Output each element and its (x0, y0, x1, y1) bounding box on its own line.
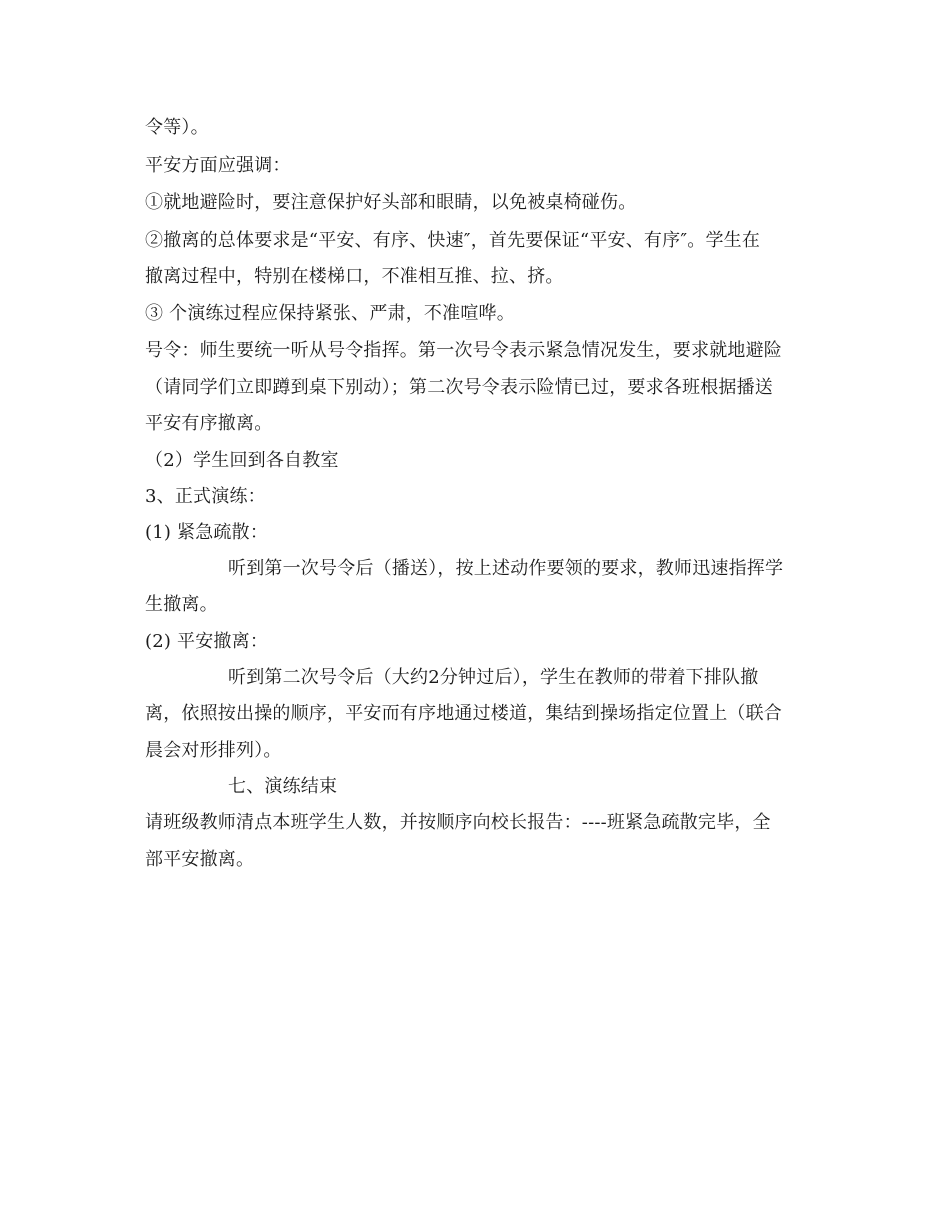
text-line: ①就地避险时，要注意保护好头部和眼睛，以免被桌椅碰伤。 (145, 192, 637, 213)
text-line: 3、正式演练： (145, 486, 266, 507)
text-line: 撤离过程中，特别在楼梯口，不准相互推、拉、挤。 (145, 266, 564, 287)
text-line: 平安方面应强调： (145, 155, 291, 176)
text-line: 生撤离。 (145, 594, 218, 615)
text-line: 平安有序撤离。 (145, 413, 273, 434)
text-line: 号令：师生要统一听从号令指挥。第一次号令表示紧急情况发生，要求就地避险 (145, 340, 782, 361)
text-line: 令等）。 (145, 117, 209, 138)
text-line: 部平安撤离。 (145, 849, 255, 870)
text-line: (1) 紧急疏散： (145, 522, 269, 543)
text-line: 晨会对形排列）。 (145, 740, 282, 761)
text-line: 请班级教师清点本班学生人数，并按顺序向校长报告：----班紧急疏散完毕，全 (145, 812, 771, 833)
text-line: （2）学生回到各自教室 (145, 450, 339, 471)
text-line: 听到第二次号令后（大约2分钟过后），学生在教师的带着下排队撤 (228, 667, 759, 688)
text-line: 听到第一次号令后（播送），按上述动作要领的要求，教师迅速指挥学 (228, 558, 784, 579)
text-line: ③ 个演练过程应保持紧张、严肃，不准喧哗。 (145, 303, 515, 324)
section-heading: 七、演练结束 (228, 776, 338, 797)
text-line: 离，依照按出操的顺序，平安而有序地通过楼道，集结到操场指定位置上（联合 (145, 703, 782, 724)
text-line: （请同学们立即蹲到桌下别动）；第二次号令表示险情已过，要求各班根据播送 (145, 377, 773, 398)
text-line: ②撤离的总体要求是“平安、有序、快速″，首先要保证“平安、有序″。学生在 (145, 230, 761, 251)
text-line: (2) 平安撤离： (145, 631, 269, 652)
